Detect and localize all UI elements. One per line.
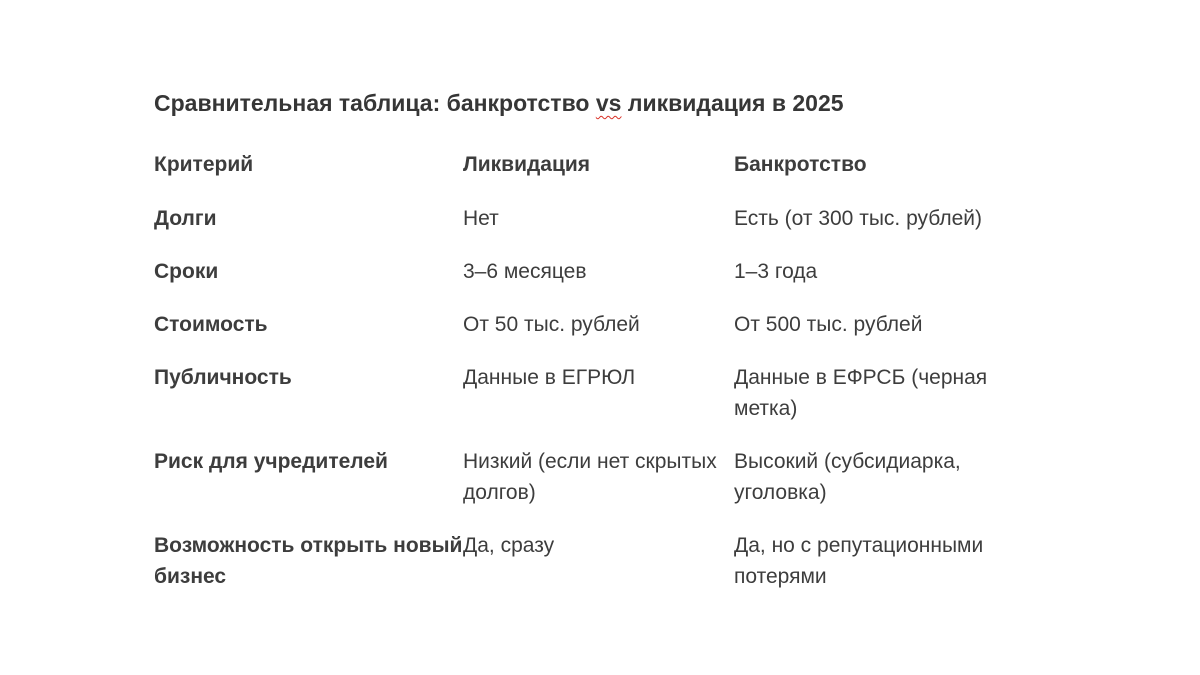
table-row — [154, 256, 1034, 309]
row-liquidation-value: Низкий (если нет скрытых долгов) — [463, 450, 717, 504]
table-row — [154, 362, 1034, 446]
row-liquidation-value: От 50 тыс. рублей — [463, 313, 640, 336]
row-bankruptcy-value: Данные в ЕФРСБ (черная метка) — [734, 366, 988, 420]
row-criterion: Стоимость — [154, 313, 268, 336]
table-header-row — [154, 149, 1034, 203]
table-row — [154, 446, 1034, 530]
header-liquidation: Ликвидация — [463, 153, 591, 176]
table-row — [154, 203, 1034, 256]
row-bankruptcy-value: Да, но с репутационными потерями — [734, 534, 984, 588]
row-bankruptcy-value: 1–3 года — [734, 260, 818, 283]
row-criterion: Риск для учредителей — [154, 450, 388, 473]
header-bankruptcy: Банкротство — [734, 153, 867, 176]
comparison-table — [154, 149, 1034, 614]
title-text-start: Сравнительная таблица: банкротство — [154, 90, 596, 116]
row-liquidation-value: Да, сразу — [463, 534, 555, 557]
header-criterion: Критерий — [154, 153, 254, 176]
row-criterion: Долги — [154, 207, 217, 230]
table-row — [154, 309, 1034, 362]
row-criterion: Публичность — [154, 366, 292, 389]
row-liquidation-value: Данные в ЕГРЮЛ — [463, 366, 636, 389]
row-liquidation-value: Нет — [463, 207, 499, 230]
document — [154, 86, 1054, 614]
row-liquidation-value: 3–6 месяцев — [463, 260, 587, 283]
row-criterion: Сроки — [154, 260, 219, 283]
row-bankruptcy-value: Высокий (субсидиарка, уголовка) — [734, 450, 961, 504]
row-criterion: Возможность открыть новый бизнес — [154, 534, 463, 588]
table-title — [154, 86, 1054, 120]
title-text-end: ликвидация в 2025 — [621, 90, 844, 116]
row-bankruptcy-value: От 500 тыс. рублей — [734, 313, 923, 336]
table-row — [154, 530, 1034, 614]
row-bankruptcy-value: Есть (от 300 тыс. рублей) — [734, 207, 983, 230]
title-misspelled-word: vs — [595, 90, 622, 116]
